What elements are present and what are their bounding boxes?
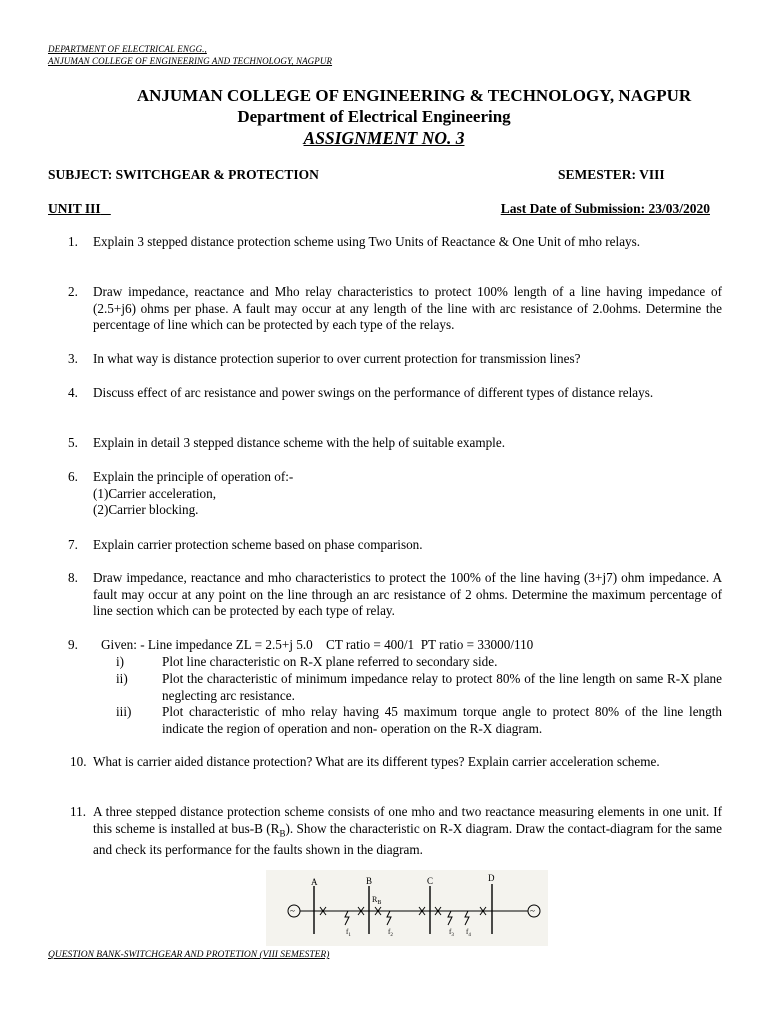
fault-diagram bbox=[266, 870, 548, 946]
subject-row bbox=[48, 167, 712, 183]
question-text-line: (1)Carrier acceleration, bbox=[93, 485, 217, 501]
question-text bbox=[93, 804, 722, 858]
question-text-part: A three stepped distance protection scheme consists of one mho and two reactance measuring elements in one unit. If this scheme is installed at bus-B (R bbox=[93, 804, 722, 836]
question-5 bbox=[48, 435, 722, 452]
relay-subscript: B bbox=[377, 900, 382, 906]
question-6 bbox=[48, 469, 722, 519]
source-right-symbol: ~ bbox=[530, 906, 535, 916]
q9-subitem-label: ii) bbox=[116, 671, 128, 686]
fault-letter: f bbox=[466, 928, 469, 936]
q9-subitem-text: Plot characteristic of mho relay having 45 maximum torque angle to protect 80% of the line length indicate the region of operation and non- operation on the R-X diagram. bbox=[162, 704, 722, 736]
question-text: Draw impedance, reactance and Mho relay characteristics to protect 100% length of a line having impedance of (2.5+j6) ohms per phase. A fault may occur at any length of the line with arc resistance of 2.0ohms. Determine the percentage of line which can be protected by each type of the relays. bbox=[93, 284, 722, 333]
q9-subitem-label: iii) bbox=[116, 704, 132, 719]
question-number: 5. bbox=[68, 435, 78, 450]
question-text-line: (2)Carrier blocking. bbox=[93, 502, 199, 518]
question-text: What is carrier aided distance protection? What are its different types? Explain carrier acceleration scheme. bbox=[93, 754, 660, 769]
department-title: Department of Electrical Engineering bbox=[237, 107, 511, 126]
unit-row bbox=[48, 201, 712, 217]
question-11 bbox=[48, 804, 722, 858]
q9-subitem-text: Plot the characteristic of minimum impedance relay to protect 80% of the line length on same R-X plane neglecting arc resistance. bbox=[162, 671, 722, 703]
question-number: 11. bbox=[70, 804, 86, 819]
question-3 bbox=[48, 351, 722, 368]
question-number: 2. bbox=[68, 284, 78, 299]
fault-letter: f bbox=[346, 928, 349, 936]
fault-letter: f bbox=[449, 928, 452, 936]
question-number: 9. bbox=[68, 637, 78, 652]
question-text: Explain 3 stepped distance protection scheme using Two Units of Reactance & One Unit of mho relays. bbox=[93, 234, 641, 249]
question-number: 3. bbox=[68, 351, 78, 366]
subject-label: SUBJECT: SWITCHGEAR & PROTECTION bbox=[48, 167, 319, 182]
college-title: ANJUMAN COLLEGE OF ENGINEERING & TECHNOLOGY, NAGPUR bbox=[136, 86, 692, 105]
question-text: Explain in detail 3 stepped distance scheme with the help of suitable example. bbox=[93, 435, 505, 450]
fault-letter: f bbox=[388, 928, 391, 936]
page-footer: QUESTION BANK-SWITCHGEAR AND PROTETION (VIII SEMESTER) bbox=[48, 950, 330, 960]
fault-subscript: 2 bbox=[390, 933, 393, 938]
bus-label-a: A bbox=[311, 877, 318, 887]
diagram-background bbox=[266, 870, 548, 946]
relay-letter: R bbox=[372, 895, 378, 904]
question-number: 8. bbox=[68, 570, 78, 585]
source-left-symbol: ~ bbox=[290, 906, 295, 916]
question-text-part: ). Show the characteristic on R-X diagram. Draw the contact-diagram for the same and check its performance for the faults shown in the diagram. bbox=[93, 820, 722, 857]
question-1 bbox=[48, 234, 722, 251]
semester-label: SEMESTER: VIII bbox=[558, 167, 665, 182]
question-text: Given: - Line impedance ZL = 2.5+j 5.0 CT ratio = 400/1 PT ratio = 33000/110 bbox=[101, 637, 534, 652]
question-number: 4. bbox=[68, 385, 78, 400]
question-10 bbox=[48, 754, 722, 771]
subscript: B bbox=[279, 828, 286, 839]
question-text: Discuss effect of arc resistance and power swings on the performance of different types of distance relays. bbox=[93, 385, 654, 400]
fault-subscript: 4 bbox=[468, 933, 471, 938]
question-8 bbox=[48, 570, 722, 620]
question-text: Draw impedance, reactance and mho characteristics to protect the 100% of the line having (3+j7) ohm impedance. A fault may occur at any point on the line through an arc resistance of 2 ohms. Determine the maximum percentage of line section which can be protected by each type of relay. bbox=[93, 570, 722, 619]
question-7 bbox=[48, 537, 722, 554]
header-department-small: DEPARTMENT OF ELECTRICAL ENGG., bbox=[48, 44, 207, 54]
header-college-small: ANJUMAN COLLEGE OF ENGINEERING AND TECHNOLOGY, NAGPUR bbox=[48, 56, 333, 66]
question-number: 1. bbox=[68, 234, 78, 249]
assignment-title bbox=[0, 128, 768, 149]
question-number: 10. bbox=[70, 754, 87, 769]
question-text: In what way is distance protection superior to over current protection for transmission lines? bbox=[93, 351, 581, 366]
fault-subscript: 3 bbox=[451, 933, 454, 938]
question-text-line: Explain the principle of operation of:- bbox=[93, 469, 294, 484]
q9-subitem-text: Plot line characteristic on R-X plane referred to secondary side. bbox=[162, 654, 498, 669]
question-2 bbox=[48, 284, 722, 334]
fault-subscript: 1 bbox=[348, 933, 351, 938]
question-text: Explain carrier protection scheme based on phase comparison. bbox=[93, 537, 423, 552]
last-date-label: Last Date of Submission: 23/03/2020 bbox=[500, 201, 710, 216]
bus-label-c: C bbox=[427, 876, 434, 886]
question-9 bbox=[48, 637, 722, 654]
q9-subitem-label: i) bbox=[116, 654, 125, 669]
question-4 bbox=[48, 385, 722, 402]
bus-label-b: B bbox=[366, 876, 373, 886]
unit-label: UNIT III bbox=[48, 201, 101, 216]
question-number: 7. bbox=[68, 537, 78, 552]
assignment-title-text: ASSIGNMENT NO. 3 bbox=[303, 128, 465, 148]
bus-label-d: D bbox=[488, 873, 495, 883]
question-number: 6. bbox=[68, 469, 78, 484]
